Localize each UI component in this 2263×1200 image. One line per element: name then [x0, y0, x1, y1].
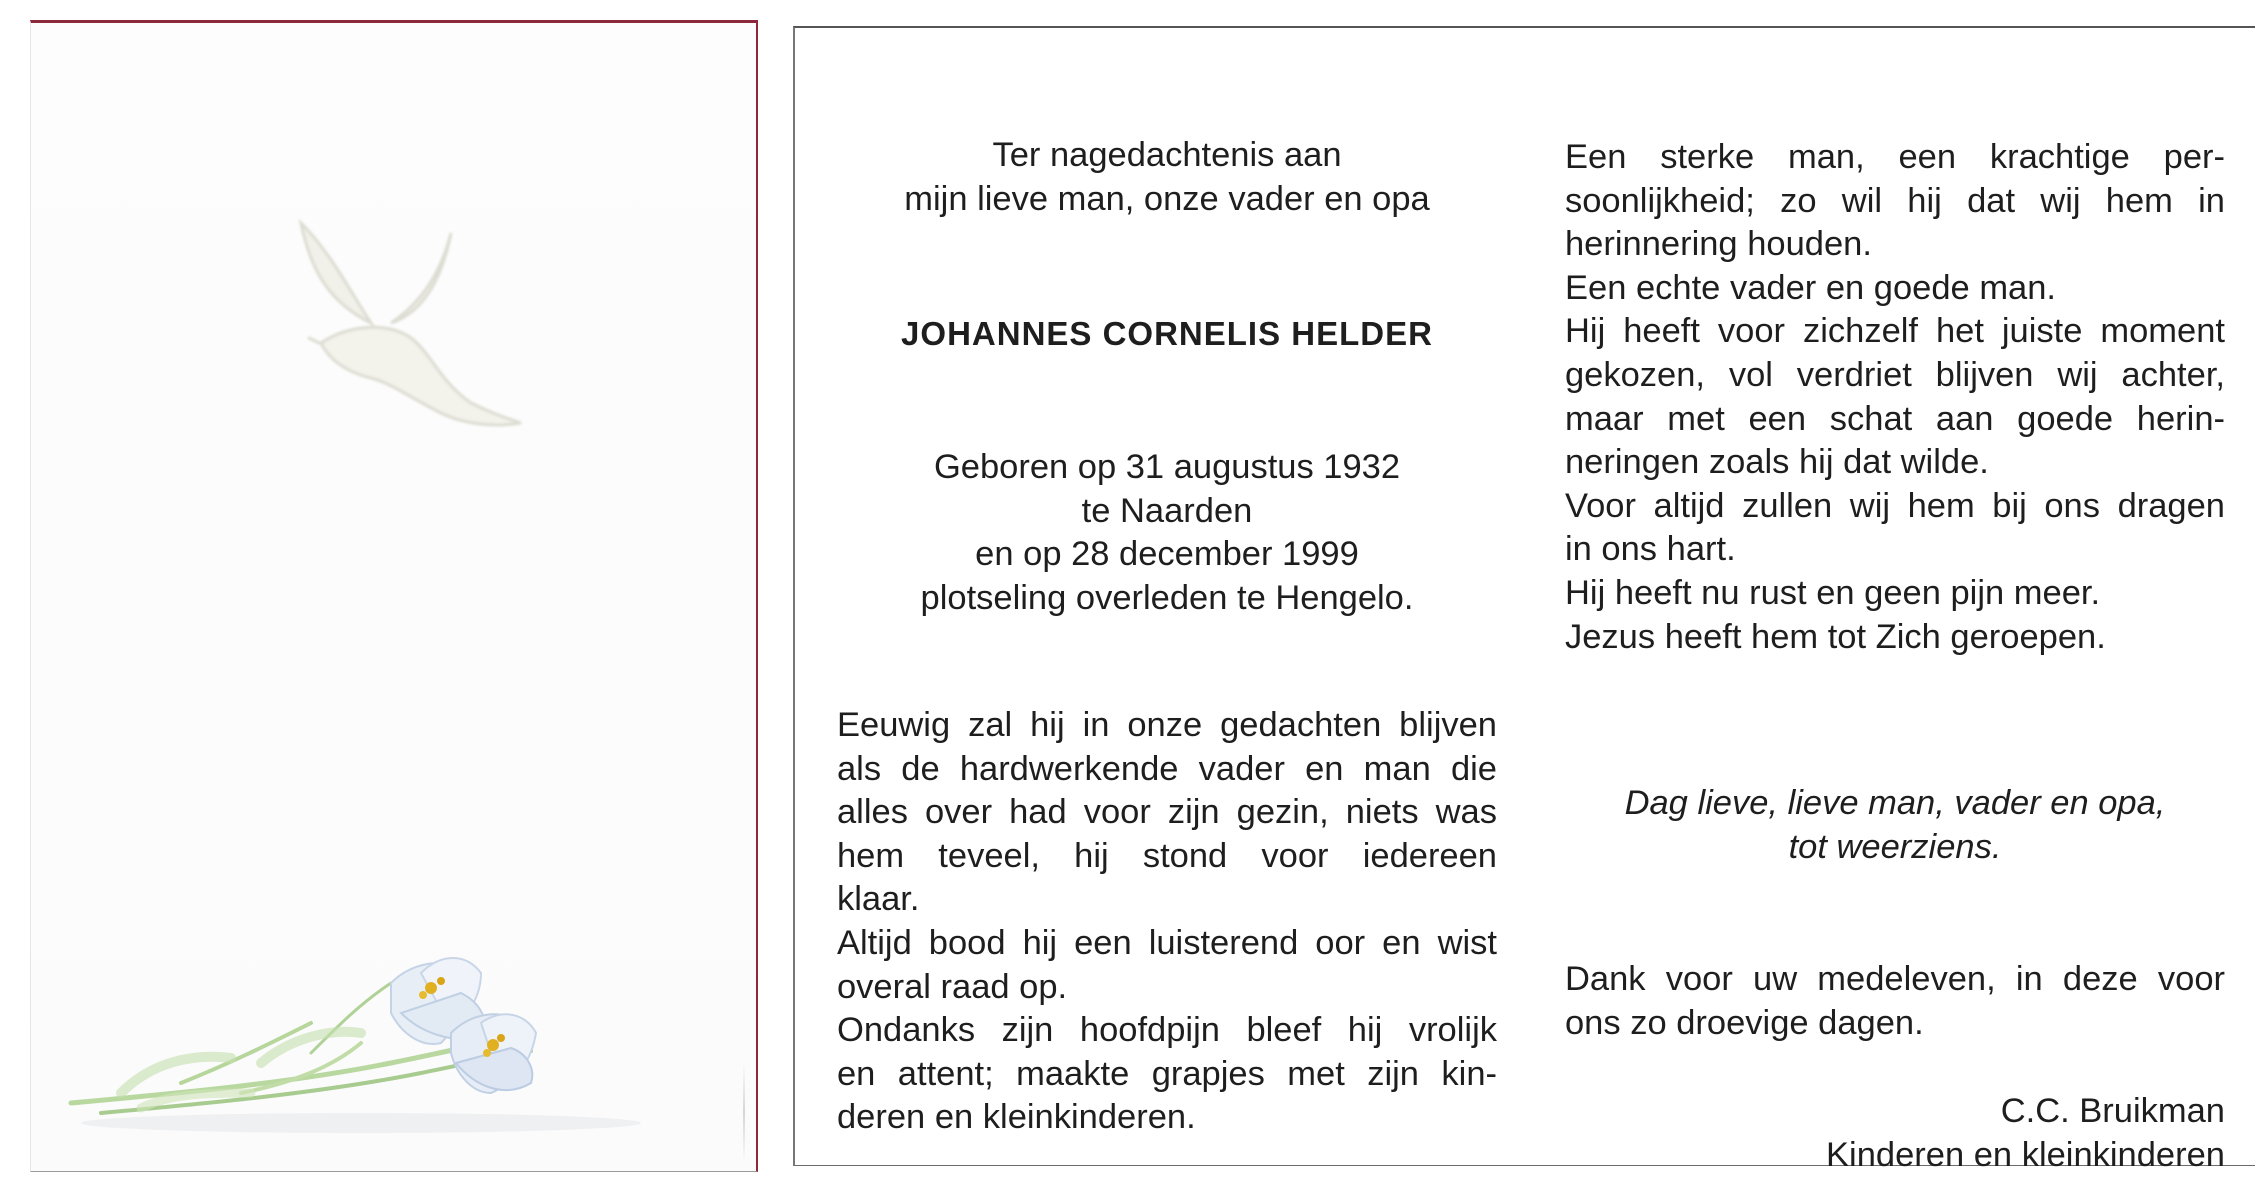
- tribute-line: Hij heeft voor zichzelf het juiste moment: [1565, 312, 2225, 351]
- tribute-line: en attent; maakte grapjes met zijn kin-: [837, 1054, 1497, 1093]
- thanks-line: ons zo droevige dagen.: [1565, 1003, 1924, 1042]
- tribute-line: Hij heeft nu rust en geen pijn meer.: [1565, 573, 2101, 612]
- date-line: Geboren op 31 augustus 1932: [933, 448, 1401, 486]
- tribute-line: soonlijkheid; zo wil hij dat wij hem in: [1565, 181, 2225, 220]
- tribute-line: in ons hart.: [1565, 530, 1736, 569]
- tribute-line: Voor altijd zullen wij hem bij ons dragen: [1565, 486, 2225, 525]
- card-inside: [793, 26, 2255, 1174]
- thanks-text: [1565, 958, 2225, 1045]
- card-edge-shadow: [743, 1063, 745, 1163]
- date-line: en op 28 december 1999: [975, 535, 1359, 574]
- tribute-left: [837, 704, 1497, 1140]
- intro-text: [837, 134, 1497, 221]
- tribute-line: deren en kleinkinderen.: [837, 1098, 1196, 1137]
- date-line: te Naarden: [1081, 491, 1253, 530]
- dove-icon: [291, 213, 551, 443]
- tribute-line: Altijd bood hij een luisterend oor en wist: [837, 923, 1497, 962]
- tribute-line: alles over had voor zijn gezin, niets was: [837, 793, 1497, 832]
- intro-line: Ter nagedachtenis aan: [992, 136, 1342, 174]
- farewell-line: tot weerziens.: [1788, 827, 2002, 866]
- lily-flower-icon: [61, 943, 721, 1143]
- tribute-line: Een sterke man, een krachtige per-: [1565, 138, 2225, 176]
- tribute-line: als de hardwerkende vader en man die: [837, 749, 1497, 788]
- tribute-line: herinnering houden.: [1565, 225, 1872, 264]
- deceased-name: JOHANNES CORNELIS HELDER: [901, 315, 1433, 352]
- signature-name: C.C. Bruikman: [2000, 1092, 2225, 1130]
- tribute-right: [1565, 136, 2225, 659]
- tribute-line: Eeuwig zal hij in onze gedachten blijven: [837, 706, 1497, 744]
- tribute-line: gekozen, vol verdriet blijven wij achter,: [1565, 355, 2225, 394]
- tribute-line: hem teveel, hij stond voor iedereen: [837, 836, 1497, 875]
- birth-death-dates: [837, 446, 1497, 620]
- signature: [1565, 1090, 2225, 1177]
- tribute-line: Een echte vader en goede man.: [1565, 268, 2057, 307]
- tribute-line: maar met een schat aan goede herin-: [1565, 399, 2225, 438]
- card-front-cover: [30, 20, 758, 1172]
- tribute-line: Ondanks zijn hoofdpijn bleef hij vrolijk: [837, 1011, 1497, 1050]
- intro-line: mijn lieve man, onze vader en opa: [904, 179, 1430, 218]
- farewell-text: [1565, 782, 2225, 869]
- farewell-line: Dag lieve, lieve man, vader en opa,: [1624, 784, 2166, 822]
- tribute-line: klaar.: [837, 880, 920, 919]
- tribute-line: neringen zoals hij dat wilde.: [1565, 443, 1989, 482]
- tribute-line: Jezus heeft hem tot Zich geroepen.: [1565, 617, 2106, 656]
- signature-family: Kinderen en kleinkinderen: [1826, 1135, 2225, 1174]
- tribute-line: overal raad op.: [837, 967, 1068, 1006]
- date-line: plotseling overleden te Hengelo.: [920, 578, 1414, 617]
- thanks-line: Dank voor uw medeleven, in deze voor: [1565, 960, 2225, 998]
